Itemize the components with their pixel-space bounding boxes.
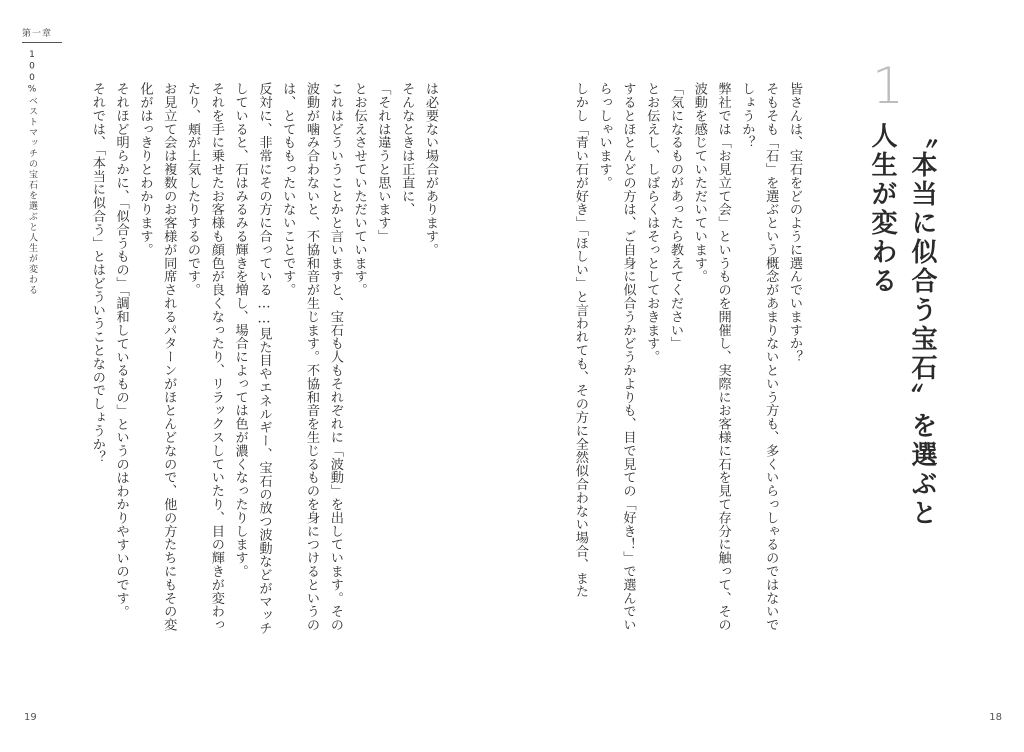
paragraph: 「気になるものがあったら教えてください」 [668, 82, 684, 350]
paragraph: それでは、「本当に似合う」とはどういうことなのでしょうか？ [89, 82, 105, 464]
left-page-body [62, 82, 442, 642]
paragraph: お見立て会は複数のお客様が同席されるパターンがほとんどなので、他の方たちにもその変化がはっきりとわかります。 [137, 82, 177, 632]
section-number: 1 [872, 57, 904, 115]
right-page-body [572, 82, 806, 642]
paragraph: そもそも「石」を選ぶという概念があまりないという方も、多くいらっしゃるのではないでしょうか？ [739, 82, 779, 632]
section-title [862, 122, 942, 542]
paragraph: そんなときは正直に、 [399, 82, 415, 216]
section-title-line-2: 人生が変わる [867, 122, 897, 296]
chapter-rule [22, 42, 62, 43]
paragraph: とお伝えさせていただいています。 [351, 82, 367, 297]
page-number-left: 19 [24, 712, 37, 723]
paragraph: 「それは違うと思います」 [375, 82, 391, 243]
chapter-label: 第一章 [22, 29, 53, 39]
paragraph: 弊社では「お見立て会」というものを開催し、実際にお客様に石を見て存分に触って、その波動を感じていただいています。 [691, 82, 731, 632]
paragraph: は必要ない場合があります。 [423, 82, 438, 257]
paragraph: 反対に、非常にその方に合っている……見た目やエネルギー、宝石の放つ波動などがマッチしていると、石はみるみる輝きを増し、場合によっては色が濃くなったりします。 [232, 82, 272, 635]
section-title-line-1: 〝本当に似合う宝石〟を選ぶと [907, 122, 937, 528]
paragraph: するとほとんどの方は、ご自身に似合うかどうかよりも、目で見ての「好き！」で選んでいらっしゃいます。 [596, 82, 636, 632]
running-title: 100%ベストマッチの宝石を選ぶと人生が変わる [27, 50, 37, 296]
paragraph: それほど明らかに、「似合うもの」「調和しているもの」というのはわかりやすいのです。 [113, 82, 129, 619]
paragraph: しかし「青い石が好き」「ほしい」と言われても、その方に全然似合わない場合、また [572, 82, 588, 598]
paragraph: とお伝えし、しばらくはそっとしておきます。 [644, 82, 660, 364]
paragraph: 皆さんは、宝石をどのように選んでいますか？ [787, 82, 802, 364]
page-number-right: 18 [989, 712, 1002, 723]
paragraph: それを手に乗せたお客様も顔色が良くなったり、リラックスしていたり、目の輝きが変わったり、頬が上気したりするのです。 [185, 82, 224, 632]
paragraph: これはどういうことかと言いますと、宝石も人もそれぞれに「波動」を出しています。その波動が噛み合わないと、不協和音が生じます。不協和音を生じるものを身につけるというのは、とてももったいないことです。 [280, 82, 343, 632]
